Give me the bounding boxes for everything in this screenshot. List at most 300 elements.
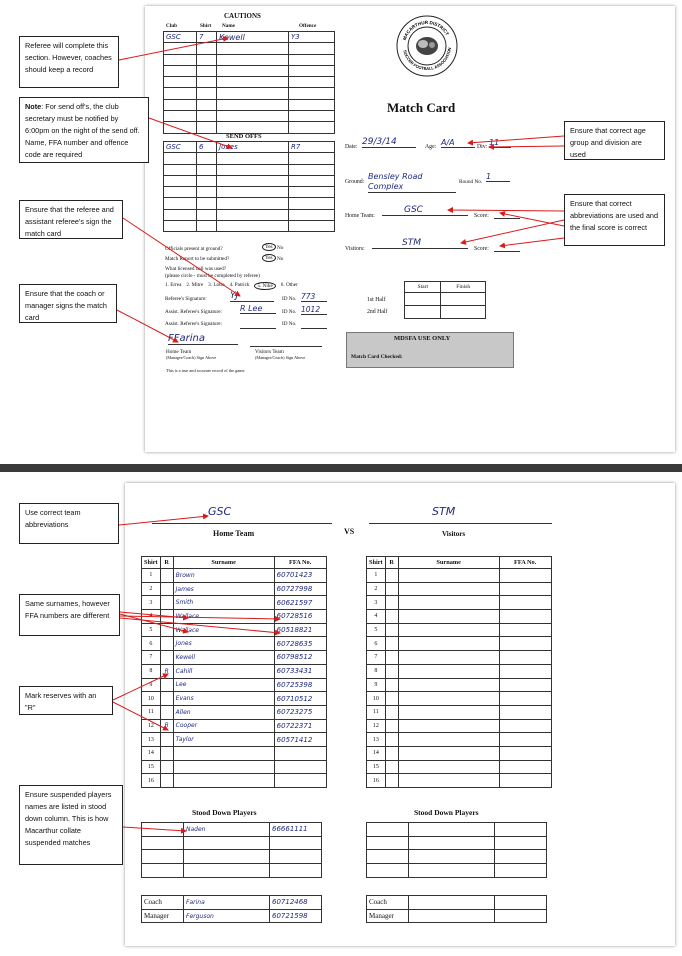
- player-surname: [173, 746, 274, 760]
- stood-down-home-table: [141, 822, 322, 878]
- callout-surnames: [19, 594, 120, 636]
- player-shirt: 8: [142, 664, 161, 678]
- yes-text: Yes: [265, 255, 273, 261]
- table-row: [142, 582, 327, 596]
- table-row: [142, 746, 327, 760]
- player-surname: [398, 760, 499, 774]
- player-ffa: [499, 582, 551, 596]
- table-row: [142, 705, 327, 719]
- table-row: [164, 65, 335, 76]
- ball-patrick: 4. Patrick: [229, 282, 250, 288]
- player-shirt: 7: [367, 651, 386, 665]
- player-ffa: [274, 760, 326, 774]
- logo-top-text: MACARTHUR DISTRICT: [401, 19, 450, 41]
- table-row: [367, 651, 552, 665]
- date-label: Date:: [345, 144, 358, 150]
- sendoff-name: Jones: [217, 142, 289, 153]
- player-surname: [173, 774, 274, 788]
- player-surname: Wallace: [173, 610, 274, 624]
- callout-suspended-text: Ensure suspended players names are listed in stood down column. This is how Macarthur collate suspended matches: [25, 790, 112, 847]
- ground-label: Ground:: [345, 179, 365, 185]
- table-row: [142, 569, 327, 583]
- table-row: [142, 692, 327, 706]
- note-label: Note: [25, 102, 42, 111]
- table-row: [142, 836, 322, 850]
- true-record-note: This is a true and accurate record of the game.: [166, 368, 246, 373]
- player-reserve: [385, 582, 398, 596]
- table-row: [367, 850, 547, 864]
- player-reserve: R: [160, 719, 173, 733]
- table-row: [164, 153, 335, 164]
- player-surname: [398, 610, 499, 624]
- player-ffa: 60725398: [274, 678, 326, 692]
- callout-team-abbr-text: Use correct team abbreviations: [25, 508, 81, 529]
- player-ffa: 60518821: [274, 623, 326, 637]
- manager-label: Manager: [142, 909, 184, 923]
- div-label: Div:: [477, 144, 488, 150]
- player-surname: Brown: [173, 569, 274, 583]
- player-ffa: [499, 774, 551, 788]
- cautions-header-name: Name: [222, 23, 235, 29]
- ball-options: [165, 282, 298, 290]
- age-value: A/A: [441, 138, 475, 148]
- player-ffa: 60722371: [274, 719, 326, 733]
- player-surname: Wallace: [173, 623, 274, 637]
- assist-sig-label: Assist. Referee's Signature:: [165, 309, 222, 315]
- table-row: [142, 760, 327, 774]
- player-ffa: [499, 569, 551, 583]
- player-surname: [398, 774, 499, 788]
- caution-shirt: 7: [197, 32, 217, 43]
- caution-name: Kewell: [217, 32, 289, 43]
- player-surname: [398, 692, 499, 706]
- player-ffa: [499, 651, 551, 665]
- visitors-label: Visitors:: [345, 246, 365, 252]
- player-shirt: 16: [367, 774, 386, 788]
- callout-sendoff-note: [19, 97, 149, 163]
- player-surname: James: [173, 582, 274, 596]
- home-team-value: GSC: [382, 205, 468, 216]
- player-reserve: [385, 678, 398, 692]
- ball-note: (please circle - must be completed by referee): [165, 273, 260, 279]
- manager-label: Manager: [367, 909, 409, 923]
- home-officials-table: [141, 895, 322, 923]
- player-shirt: 10: [142, 692, 161, 706]
- table-row: [367, 596, 552, 610]
- player-shirt: 15: [142, 760, 161, 774]
- yes-text: Yes: [265, 244, 273, 250]
- player-surname: Evans: [173, 692, 274, 706]
- table-row: [164, 209, 335, 220]
- mdsfa-title: MDSFA USE ONLY: [394, 335, 451, 342]
- table-row: [164, 221, 335, 232]
- table-row: [164, 88, 335, 99]
- player-surname: [398, 582, 499, 596]
- player-shirt: 1: [367, 569, 386, 583]
- callout-team-abbr: [19, 503, 119, 544]
- home-team-signature: FFarina: [168, 333, 238, 345]
- player-ffa: 60710512: [274, 692, 326, 706]
- player-shirt: 13: [367, 733, 386, 747]
- cautions-header-shirt: Shirt: [200, 23, 212, 29]
- table-row: [367, 836, 547, 850]
- table-row: [367, 909, 547, 923]
- table-row: [405, 293, 486, 306]
- callout-abbreviations-text: Ensure that correct abbreviations are used and the final score is correct: [570, 199, 659, 232]
- table-header-row: [367, 557, 552, 569]
- table-row: [164, 99, 335, 110]
- player-surname: Jones: [173, 637, 274, 651]
- player-shirt: 1: [142, 569, 161, 583]
- sendoffs-table: [163, 141, 335, 232]
- player-reserve: [385, 760, 398, 774]
- home-team-label: Home Team:: [345, 213, 375, 219]
- referee-id-value: 773: [301, 292, 327, 302]
- player-surname: [398, 733, 499, 747]
- player-reserve: R: [160, 664, 173, 678]
- visitors-players-table: [366, 556, 552, 788]
- player-ffa: [499, 733, 551, 747]
- table-row: [142, 864, 322, 878]
- callout-coach-sign-text: Ensure that the coach or manager signs the match card: [25, 289, 107, 322]
- player-reserve: [160, 596, 173, 610]
- player-reserve: [385, 692, 398, 706]
- ball-lotto: 3. Lotto: [208, 282, 225, 288]
- assist2-id-label: ID No.: [282, 321, 297, 327]
- table-row: [367, 864, 547, 878]
- home-manager-name: Ferguson: [184, 909, 270, 923]
- player-shirt: 14: [142, 746, 161, 760]
- assist-id-value: 1012: [301, 305, 327, 315]
- callout-age-group: [564, 121, 665, 160]
- player-shirt: 11: [142, 705, 161, 719]
- col-shirt: Shirt: [367, 557, 386, 569]
- player-shirt: 11: [367, 705, 386, 719]
- player-ffa: [499, 664, 551, 678]
- table-row: [142, 909, 322, 923]
- player-reserve: [385, 719, 398, 733]
- caution-offence: Y3: [289, 32, 335, 43]
- player-surname: [398, 623, 499, 637]
- sendoff-offence: R7: [289, 142, 335, 153]
- callout-sendoff-note-text: : For send off's, the club secretary must be notified by 6:00pm on the night of the send off. Name, FFA number and offence code are required: [25, 102, 140, 159]
- stood-down-home-name: Naden: [184, 823, 270, 837]
- table-row: [367, 746, 552, 760]
- sendoff-club: GSC: [164, 142, 197, 153]
- table-row: [164, 32, 335, 43]
- referee-sig-value: YJ: [230, 291, 274, 302]
- officials-present-yes: [262, 243, 276, 251]
- table-row: [164, 122, 335, 133]
- match-card-title: Match Card: [387, 100, 456, 115]
- table-row: [142, 596, 327, 610]
- table-row: [164, 187, 335, 198]
- cautions-table: [163, 31, 335, 134]
- match-report-no: No: [277, 256, 284, 262]
- player-ffa: [499, 692, 551, 706]
- player-shirt: 9: [142, 678, 161, 692]
- player-shirt: 3: [142, 596, 161, 610]
- callout-coach-sign: [19, 284, 117, 323]
- player-reserve: [385, 651, 398, 665]
- visitors-value: STM: [372, 238, 468, 249]
- date-value: 29/3/14: [362, 137, 416, 148]
- home-coach-ffa: 60712468: [270, 896, 322, 910]
- player-surname: [398, 719, 499, 733]
- home-players-body: [142, 569, 327, 788]
- coach-label: Coach: [142, 896, 184, 910]
- player-ffa: 60798512: [274, 651, 326, 665]
- player-ffa: 60733431: [274, 664, 326, 678]
- player-shirt: 12: [142, 719, 161, 733]
- player-surname: [398, 651, 499, 665]
- player-ffa: [499, 705, 551, 719]
- home-coach-name: Farina: [184, 896, 270, 910]
- player-surname: Taylor: [173, 733, 274, 747]
- player-reserve: [385, 637, 398, 651]
- player-surname: [398, 569, 499, 583]
- table-row: [142, 637, 327, 651]
- assist-id-label: ID No.: [282, 309, 297, 315]
- player-shirt: 5: [367, 623, 386, 637]
- sendoff-shirt: 6: [197, 142, 217, 153]
- association-logo: [395, 14, 459, 78]
- player-reserve: [160, 705, 173, 719]
- cautions-header-club: Club: [166, 23, 177, 29]
- visitors-players-body: [367, 569, 552, 788]
- halves-table: [404, 281, 486, 319]
- officials-present-label: Officials present at ground?: [165, 246, 223, 252]
- visitors-signature-line: [250, 346, 322, 347]
- player-reserve: [160, 569, 173, 583]
- callout-referee: [19, 36, 119, 88]
- second-half-label: 2nd Half: [367, 309, 388, 315]
- player-ffa: 60728516: [274, 610, 326, 624]
- player-shirt: 4: [367, 610, 386, 624]
- player-surname: Cahill: [173, 664, 274, 678]
- home-team-sign-sub: (Manager/Coach) Sign Above: [166, 355, 217, 360]
- home-score-line: [494, 218, 520, 219]
- player-surname: [398, 596, 499, 610]
- player-surname: [398, 664, 499, 678]
- section-divider: [0, 464, 682, 472]
- round-label: Round No.: [459, 179, 483, 185]
- table-row: [367, 637, 552, 651]
- table-row: [367, 610, 552, 624]
- ball-mitre: 2. Mitre: [186, 282, 204, 288]
- table-row: [164, 164, 335, 175]
- first-half-label: 1st Half: [367, 297, 386, 303]
- player-reserve: [160, 746, 173, 760]
- coach-label: Coach: [367, 896, 409, 910]
- table-row: [142, 664, 327, 678]
- player-reserve: [385, 569, 398, 583]
- callout-referee-text: Referee will complete this section. However, coaches should keep a record: [25, 41, 112, 74]
- ball-question: What licensed ball was used?: [165, 266, 227, 272]
- table-row: [142, 774, 327, 788]
- callout-referee-sign: [19, 200, 123, 239]
- player-surname: [398, 678, 499, 692]
- player-reserve: [160, 651, 173, 665]
- match-report-label: Match Report to be submitted?: [165, 256, 230, 262]
- callout-surnames-text: Same surnames, however FFA numbers are different: [25, 599, 110, 620]
- player-surname: Smith: [173, 596, 274, 610]
- table-row: [367, 823, 547, 837]
- ground-value: Bensley Road Complex: [368, 172, 456, 193]
- home-team-heading: Home Team: [213, 529, 255, 538]
- cautions-title: CAUTIONS: [224, 12, 261, 20]
- home-score-label: Score:: [474, 213, 489, 219]
- player-reserve: [160, 692, 173, 706]
- table-row: [367, 692, 552, 706]
- player-surname: [398, 637, 499, 651]
- player-surname: [398, 746, 499, 760]
- table-row: [164, 175, 335, 186]
- sendoffs-title: SEND OFFS: [226, 133, 262, 140]
- col-r: R: [385, 557, 398, 569]
- stood-down-title-visitors: Stood Down Players: [414, 808, 479, 817]
- player-reserve: [385, 596, 398, 610]
- visitors-team-name: STM: [432, 505, 456, 518]
- callout-referee-sign-text: Ensure that the referee and assistant referee's sign the match card: [25, 205, 114, 238]
- callout-reserves: [19, 686, 113, 715]
- table-row: [367, 705, 552, 719]
- assist2-id-line: [301, 328, 327, 329]
- visitors-score-label: Score:: [474, 246, 489, 252]
- player-reserve: [160, 637, 173, 651]
- player-reserve: [160, 760, 173, 774]
- player-ffa: 60727998: [274, 582, 326, 596]
- player-surname: Cooper: [173, 719, 274, 733]
- player-ffa: 60728635: [274, 637, 326, 651]
- player-shirt: 2: [367, 582, 386, 596]
- ball-nike: 5. Nike: [254, 282, 275, 290]
- referee-id-label: ID No.: [282, 296, 297, 302]
- player-ffa: [499, 610, 551, 624]
- player-shirt: 16: [142, 774, 161, 788]
- player-reserve: [385, 733, 398, 747]
- table-row: [367, 760, 552, 774]
- player-ffa: 60571412: [274, 733, 326, 747]
- callout-suspended: [19, 785, 123, 865]
- player-reserve: [160, 678, 173, 692]
- player-shirt: 5: [142, 623, 161, 637]
- vs-label: VS: [344, 527, 355, 536]
- player-reserve: [385, 610, 398, 624]
- col-shirt: Shirt: [142, 557, 161, 569]
- col-ffa: FFA No.: [499, 557, 551, 569]
- table-row: [164, 54, 335, 65]
- table-row: [142, 610, 327, 624]
- col-surname: Surname: [173, 557, 274, 569]
- table-row: [142, 850, 322, 864]
- match-report-yes: [262, 254, 276, 262]
- home-team-line: [152, 523, 332, 524]
- table-row: [164, 77, 335, 88]
- table-row: [142, 733, 327, 747]
- table-row: [367, 582, 552, 596]
- player-surname: Allen: [173, 705, 274, 719]
- table-row: [405, 306, 486, 319]
- col-ffa: FFA No.: [274, 557, 326, 569]
- player-shirt: 4: [142, 610, 161, 624]
- player-surname: [173, 760, 274, 774]
- home-manager-ffa: 60721598: [270, 909, 322, 923]
- visitors-sign-label: Visitors Team: [255, 349, 284, 355]
- callout-age-group-text: Ensure that correct age group and division are used: [570, 126, 646, 159]
- table-row: [142, 823, 322, 837]
- assist-sig2-line: [240, 328, 276, 329]
- player-reserve: [160, 623, 173, 637]
- player-ffa: [499, 719, 551, 733]
- table-row: [405, 282, 486, 293]
- player-surname: Kewell: [173, 651, 274, 665]
- table-row: [142, 678, 327, 692]
- finish-header: Finish: [441, 282, 486, 293]
- player-reserve: [160, 610, 173, 624]
- home-team-name: GSC: [208, 505, 232, 518]
- stood-down-home-ffa: 66661111: [270, 823, 322, 837]
- div-value: 11: [489, 138, 511, 148]
- visitors-officials-table: [366, 895, 547, 923]
- player-surname: [398, 705, 499, 719]
- player-ffa: 60701423: [274, 569, 326, 583]
- visitors-score-line: [494, 251, 520, 252]
- player-reserve: [385, 774, 398, 788]
- assist-sig2-label: Assist. Referee's Signature:: [165, 321, 222, 327]
- start-header: Start: [405, 282, 441, 293]
- player-ffa: [499, 623, 551, 637]
- visitors-sign-sub: (Manager/Coach) Sign Above: [255, 355, 306, 360]
- player-shirt: 9: [367, 678, 386, 692]
- player-reserve: [385, 705, 398, 719]
- referee-sig-label: Referee's Signature:: [165, 296, 207, 302]
- age-label: Age:: [425, 144, 437, 150]
- player-reserve: [385, 664, 398, 678]
- round-value: 1: [486, 172, 510, 182]
- table-row: [142, 651, 327, 665]
- player-shirt: 6: [367, 637, 386, 651]
- ball-other: 6. Other: [280, 282, 298, 288]
- home-team-sign-label: Home Team: [166, 349, 192, 355]
- player-surname: Lee: [173, 678, 274, 692]
- col-surname: Surname: [398, 557, 499, 569]
- stood-down-visitors-table: [366, 822, 547, 878]
- stood-down-title-home: Stood Down Players: [192, 808, 257, 817]
- table-header-row: [142, 557, 327, 569]
- table-row: [164, 43, 335, 54]
- officials-present-no: No: [277, 245, 284, 251]
- table-row: [367, 719, 552, 733]
- callout-abbreviations: [564, 194, 665, 246]
- table-row: [142, 719, 327, 733]
- player-ffa: [499, 760, 551, 774]
- visitors-team-line: [369, 523, 552, 524]
- table-row: [367, 664, 552, 678]
- table-row: [142, 623, 327, 637]
- table-row: [164, 198, 335, 209]
- player-reserve: [160, 733, 173, 747]
- table-row: [367, 678, 552, 692]
- player-shirt: 2: [142, 582, 161, 596]
- table-row: [367, 569, 552, 583]
- player-ffa: [499, 637, 551, 651]
- assist-sig-value: R Lee: [240, 304, 276, 314]
- player-reserve: [385, 746, 398, 760]
- callout-reserves-text: Mark reserves with an "R": [25, 691, 97, 712]
- ball-errea: 1. Errea: [165, 282, 182, 288]
- cautions-header-offence: Offence: [299, 23, 317, 29]
